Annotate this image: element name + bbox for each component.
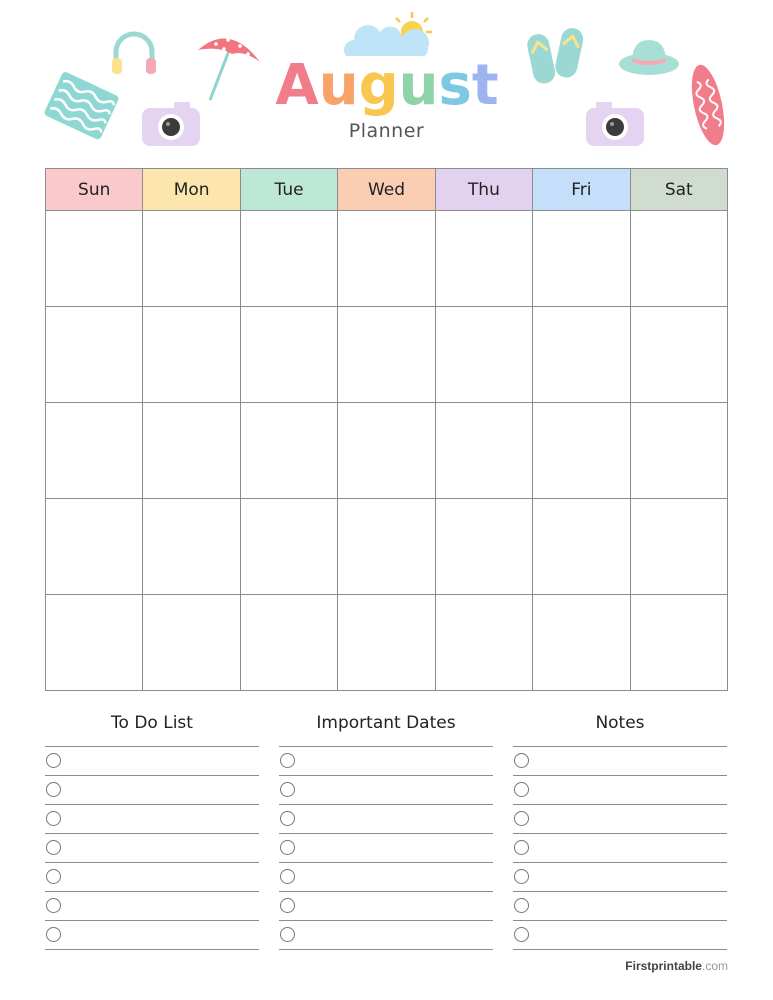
week-row — [46, 403, 728, 499]
checklist-row[interactable] — [513, 863, 727, 892]
day-header-thu: Thu — [435, 169, 532, 211]
week-row — [46, 211, 728, 307]
checklist-row[interactable] — [45, 892, 259, 921]
day-cell[interactable] — [338, 307, 435, 403]
checkbox-circle-icon[interactable] — [280, 782, 295, 797]
day-cell[interactable] — [435, 307, 532, 403]
day-cell[interactable] — [435, 403, 532, 499]
checkbox-circle-icon[interactable] — [514, 753, 529, 768]
notes-section — [513, 710, 727, 950]
day-header-tue: Tue — [240, 169, 337, 211]
checkbox-circle-icon[interactable] — [280, 898, 295, 913]
week-row — [46, 307, 728, 403]
day-cell[interactable] — [46, 403, 143, 499]
title-letter: s — [438, 53, 472, 118]
checkbox-circle-icon[interactable] — [280, 811, 295, 826]
day-cell[interactable] — [533, 403, 630, 499]
checkbox-circle-icon[interactable] — [514, 898, 529, 913]
checkbox-circle-icon[interactable] — [280, 753, 295, 768]
day-cell[interactable] — [435, 211, 532, 307]
day-cell[interactable] — [630, 211, 727, 307]
day-cell[interactable] — [143, 403, 240, 499]
checklist-row[interactable] — [45, 747, 259, 776]
day-cell[interactable] — [630, 595, 727, 691]
brand-suffix: .com — [701, 959, 728, 973]
day-cell[interactable] — [630, 307, 727, 403]
checkbox-circle-icon[interactable] — [46, 898, 61, 913]
day-cell[interactable] — [630, 403, 727, 499]
title-letter: A — [274, 53, 319, 118]
day-cell[interactable] — [240, 595, 337, 691]
checkbox-circle-icon[interactable] — [514, 840, 529, 855]
todo-list-title: To Do List — [111, 713, 193, 733]
day-cell[interactable] — [143, 211, 240, 307]
brand-watermark — [625, 959, 728, 973]
todo-list-section — [45, 710, 259, 950]
checkbox-circle-icon[interactable] — [46, 927, 61, 942]
checklist-row[interactable] — [45, 834, 259, 863]
day-header-row — [46, 169, 728, 211]
day-cell[interactable] — [435, 595, 532, 691]
title-letter: t — [471, 53, 499, 118]
day-header-fri: Fri — [533, 169, 630, 211]
checklist-row[interactable] — [279, 776, 493, 805]
day-cell[interactable] — [533, 595, 630, 691]
notes-lines — [513, 746, 727, 950]
checklist-row[interactable] — [45, 805, 259, 834]
checkbox-circle-icon[interactable] — [514, 811, 529, 826]
day-cell[interactable] — [240, 499, 337, 595]
week-row — [46, 499, 728, 595]
checklist-row[interactable] — [279, 747, 493, 776]
day-cell[interactable] — [533, 307, 630, 403]
checklist-row[interactable] — [513, 747, 727, 776]
title-letter: u — [398, 53, 439, 118]
day-cell[interactable] — [533, 499, 630, 595]
checklist-row[interactable] — [513, 776, 727, 805]
checklist-row[interactable] — [279, 921, 493, 950]
day-cell[interactable] — [240, 211, 337, 307]
checklist-row[interactable] — [279, 805, 493, 834]
checkbox-circle-icon[interactable] — [280, 927, 295, 942]
checklist-row[interactable] — [513, 892, 727, 921]
week-row — [46, 595, 728, 691]
title-letter: u — [318, 53, 359, 118]
checkbox-circle-icon[interactable] — [46, 811, 61, 826]
day-header-mon: Mon — [143, 169, 240, 211]
checkbox-circle-icon[interactable] — [46, 782, 61, 797]
day-cell[interactable] — [143, 595, 240, 691]
checkbox-circle-icon[interactable] — [46, 840, 61, 855]
checkbox-circle-icon[interactable] — [514, 869, 529, 884]
day-header-sat: Sat — [630, 169, 727, 211]
checkbox-circle-icon[interactable] — [514, 782, 529, 797]
title-text — [275, 53, 498, 118]
checklist-row[interactable] — [45, 863, 259, 892]
day-cell[interactable] — [435, 499, 532, 595]
page-subtitle: Planner — [348, 120, 425, 142]
day-cell[interactable] — [143, 307, 240, 403]
checklist-row[interactable] — [513, 805, 727, 834]
important-dates-lines — [279, 746, 493, 950]
checklist-row[interactable] — [279, 863, 493, 892]
checklist-row[interactable] — [513, 834, 727, 863]
day-cell[interactable] — [46, 307, 143, 403]
day-header-wed: Wed — [338, 169, 435, 211]
day-cell[interactable] — [46, 499, 143, 595]
day-cell[interactable] — [338, 211, 435, 307]
checklist-row[interactable] — [279, 834, 493, 863]
brand-name: Firstprintable — [625, 959, 702, 973]
day-cell[interactable] — [46, 595, 143, 691]
todo-list-lines — [45, 746, 259, 950]
day-cell[interactable] — [338, 595, 435, 691]
calendar-grid — [45, 168, 728, 691]
day-cell[interactable] — [143, 499, 240, 595]
checklist-row[interactable] — [279, 892, 493, 921]
day-cell[interactable] — [338, 499, 435, 595]
checkbox-circle-icon[interactable] — [46, 869, 61, 884]
day-cell[interactable] — [338, 403, 435, 499]
page-title — [0, 52, 773, 118]
checkbox-circle-icon[interactable] — [280, 869, 295, 884]
important-dates-title: Important Dates — [316, 713, 456, 733]
checkbox-circle-icon[interactable] — [280, 840, 295, 855]
day-cell[interactable] — [630, 499, 727, 595]
checklist-row[interactable] — [45, 921, 259, 950]
title-letter: g — [358, 53, 399, 118]
checklist-row[interactable] — [513, 921, 727, 950]
day-cell[interactable] — [240, 403, 337, 499]
checklist-row[interactable] — [45, 776, 259, 805]
day-header-sun: Sun — [46, 169, 143, 211]
checkbox-circle-icon[interactable] — [46, 753, 61, 768]
notes-title: Notes — [595, 713, 645, 733]
day-cell[interactable] — [240, 307, 337, 403]
checkbox-circle-icon[interactable] — [514, 927, 529, 942]
day-cell[interactable] — [46, 211, 143, 307]
day-cell[interactable] — [533, 211, 630, 307]
important-dates-section — [279, 710, 493, 950]
